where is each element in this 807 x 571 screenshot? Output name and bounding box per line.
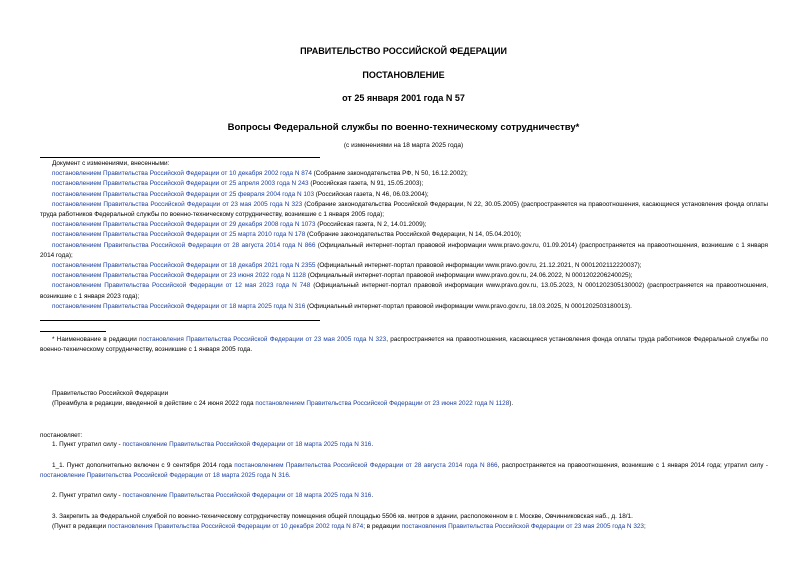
- change-item: постановлением Правительства Российской Федерации от 29 декабря 2008 года N 1073 (Российская газета, N 2, 14.01.2009);: [52, 221, 427, 229]
- preamble-text: Правительство Российской Федерации: [52, 390, 169, 397]
- paragraph-1: 1. Пункт утратил силу - постановление Правительства Российской Федерации от 18 марта 2025 года N 316.: [52, 441, 374, 448]
- document-date-number: от 25 января 2001 года N 57: [342, 93, 465, 103]
- change-item: постановлением Правительства Российской Федерации от 25 февраля 2004 года N 103 (Российская газета, N 46, 06.03.2004);: [52, 190, 429, 198]
- change-link[interactable]: постановлением Правительства Российской Федерации от 18 декабря 2021 года N 2355: [52, 262, 316, 270]
- paragraph-1-1-link-2[interactable]: постановление Правительства Российской Федерации от 18 марта 2025 года N 316: [40, 472, 289, 480]
- paragraph-2: 2. Пункт утратил силу - постановление Правительства Российской Федерации от 18 марта 2025 года N 316.: [52, 492, 374, 499]
- change-item: постановлением Правительства Российской Федерации от 18 декабря 2021 года N 2355 (Официальный интернет-портал правовой информации www.pravo.gov.ru, 21.12.2021, N 0001202112220037);: [52, 262, 642, 270]
- change-item: постановлением Правительства Российской Федерации от 25 марта 2010 года N 178 (Собрание законодательства Российской Федерации, N 14, 05.04.2010);: [52, 231, 522, 239]
- change-link[interactable]: постановлением Правительства Российской Федерации от 25 марта 2010 года N 178: [52, 231, 306, 239]
- changes-intro: Документ с изменениями, внесенными:: [52, 160, 170, 167]
- paragraph-3-note-link-1[interactable]: постановления Правительства Российской Федерации от 10 декабря 2002 года N 874: [107, 523, 364, 530]
- change-item: постановлением Правительства Российской Федерации от 25 апреля 2003 года N 243 (Российская газета, N 91, 15.05.2003);: [52, 180, 424, 188]
- preamble-note: (Преамбула в редакции, введенной в действие с 24 июня 2022 года постановлением Правительства Российской Федерации от 23 июня 2022 года N 1128).: [52, 400, 514, 408]
- footnote: * Наименование в редакции постановления Правительства Российской Федерации от 23 мая 2005 года N 323, распространяется на правоотношения, касающиеся установления фонда оплаты труда работников Федеральной службы по военно-техническому сотрудничеству, возникшие с 1 января 2005 года.: [40, 336, 769, 354]
- change-link[interactable]: постановлением Правительства Российской Федерации от 12 мая 2023 года N 748: [52, 282, 311, 290]
- change-link[interactable]: постановлением Правительства Российской Федерации от 18 марта 2025 года N 316: [52, 302, 306, 310]
- change-item: постановлением Правительства Российской Федерации от 18 марта 2025 года N 316 (Официальный интернет-портал правовой информации www.pravo.gov.ru, 18.03.2025, N 0001202503180013).: [52, 302, 632, 310]
- footnote-divider: [40, 331, 106, 332]
- change-item: постановлением Правительства Российской Федерации от 12 мая 2023 года N 748 (Официальный интернет-портал правовой информации www.pravo.gov.ru, 13.05.2023, N 0001202305130002) (распространяется на правоотношения, возникшие с 1 января 2023 года);: [40, 282, 768, 300]
- change-link[interactable]: постановлением Правительства Российской Федерации от 23 мая 2005 года N 323: [52, 200, 303, 208]
- change-link[interactable]: постановлением Правительства Российской Федерации от 28 августа 2014 года N 866: [52, 241, 316, 249]
- divider: [40, 157, 320, 158]
- changes-list: [40, 159, 768, 312]
- change-link[interactable]: постановлением Правительства Российской Федерации от 25 апреля 2003 года N 243: [52, 180, 309, 188]
- preamble: [52, 389, 768, 409]
- paragraph-3-note-link-2[interactable]: постановления Правительства Российской Федерации от 23 мая 2005 года N 323: [401, 523, 644, 530]
- preamble-link[interactable]: постановлением Правительства Российской Федерации от 23 июня 2022 года N 1128: [255, 400, 510, 408]
- divider: [40, 320, 320, 321]
- document-type: ПОСТАНОВЛЕНИЕ: [362, 70, 445, 80]
- change-item: постановлением Правительства Российской Федерации от 28 августа 2014 года N 866 (Официальный интернет-портал правовой информации www.pravo.gov.ru, 01.09.2014) (распространяется на правоотношения, возникшие с 1 января 2014 года);: [40, 241, 768, 259]
- change-link[interactable]: постановлением Правительства Российской Федерации от 25 февраля 2004 года N 103: [52, 190, 315, 198]
- document-title: Вопросы Федеральной службы по военно-техническому сотрудничеству*: [227, 122, 580, 133]
- decree-word: постановляет:: [40, 432, 83, 439]
- change-item: постановлением Правительства Российской Федерации от 23 июня 2022 года N 1128 (Официальный интернет-портал правовой информации www.pravo.gov.ru, 24.06.2022, N 0001202206240025);: [52, 272, 633, 280]
- issuing-authority: ПРАВИТЕЛЬСТВО РОССИЙСКОЙ ФЕДЕРАЦИИ: [300, 46, 507, 56]
- change-link[interactable]: постановлением Правительства Российской Федерации от 23 июня 2022 года N 1128: [52, 272, 306, 280]
- paragraph-1-link[interactable]: постановление Правительства Российской Федерации от 18 марта 2025 года N 316: [122, 441, 372, 448]
- footnote-link[interactable]: постановления Правительства Российской Федерации от 23 мая 2005 года N 323: [139, 336, 387, 343]
- paragraph-3: 3. Закрепить за Федеральной службой по военно-техническому сотрудничеству помещения общей площадью 5506 кв. метров в здании, расположенном в г. Москве, Овчинниковская наб., д. 18/1.: [52, 513, 633, 520]
- paragraph-2-link[interactable]: постановление Правительства Российской Федерации от 18 марта 2025 года N 316: [122, 492, 372, 499]
- paragraph-3-note: (Пункт в редакции постановления Правительства Российской Федерации от 10 декабря 2002 года N 874; в редакции постановления Правительства Российской Федерации от 23 мая 2005 года N 323;: [52, 523, 646, 530]
- change-link[interactable]: постановлением Правительства Российской Федерации от 29 декабря 2008 года N 1073: [52, 221, 316, 229]
- change-link[interactable]: постановлением Правительства Российской Федерации от 10 декабря 2002 года N 874: [52, 170, 312, 178]
- paragraph-1-1: 1_1. Пункт дополнительно включен с 9 сентября 2014 года постановлением Правительства Российской Федерации от 28 августа 2014 года N 866, распространяется на правоотношения, возникшие с 1 января 2014 года; утратил силу - постановление Правительства Российской Федерации от 18 марта 2025 года N 316.: [40, 462, 768, 480]
- document-subtitle: (с изменениями на 18 марта 2025 года): [343, 142, 464, 149]
- change-item: постановлением Правительства Российской Федерации от 10 декабря 2002 года N 874 (Собрание законодательства РФ, N 50, 16.12.2002);: [52, 170, 468, 178]
- paragraph-1-1-link[interactable]: постановлением Правительства Российской Федерации от 28 августа 2014 года N 866: [234, 462, 498, 469]
- change-item: постановлением Правительства Российской Федерации от 23 мая 2005 года N 323 (Собрание законодательства Российской Федерации, N 22, 30.05.2005) (распространяется на правоотношения, касающиеся установления фонда оплаты труда работников Федеральной службы по военно-техническому сотрудничеству, возникшие с 1 января 2005 года);: [40, 200, 768, 219]
